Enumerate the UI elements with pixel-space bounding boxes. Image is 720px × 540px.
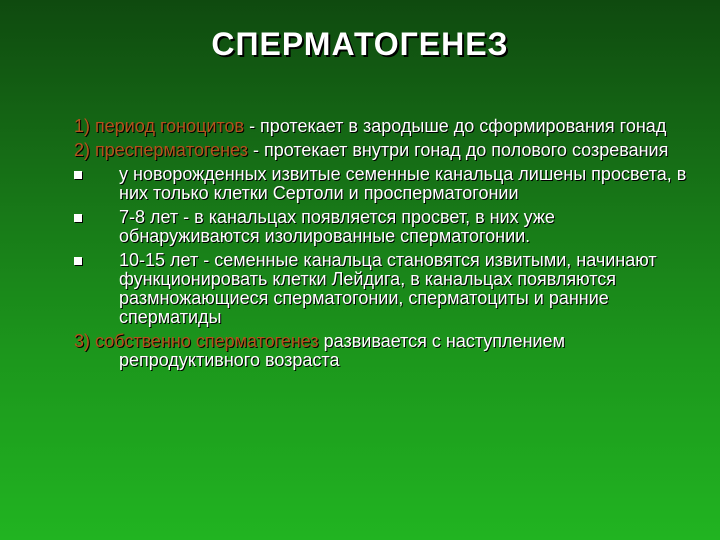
bullet-item [74,208,694,246]
bullet-item [74,251,694,327]
list-item-prespermatogenesis [74,141,694,160]
term-label: 2) преспермaтогенез [74,140,248,160]
term-label: 1) период гоноцитов [74,116,245,136]
term-description: - протекает в зародыше до сформирования гонад [244,116,667,136]
term-label: 3) собственно сперматогенез [74,331,319,351]
square-bullet-icon [74,257,82,265]
term-description: развивается с наступлением репродуктивного возраста [119,331,565,370]
square-bullet-icon [74,171,82,179]
list-item-period-gonocytes [74,117,694,136]
bullet-text: у новорожденных извитые семенные канальца лишены просвета, в них только клетки Сертоли и проспeрматогонии [119,164,687,203]
bullet-item [74,165,694,203]
square-bullet-icon [74,214,82,222]
slide-content [74,117,694,375]
list-item-spermatogenesis-proper [74,332,694,370]
term-description: - протекает внутри гонад до полового созревания [247,140,669,160]
bullet-text: 7-8 лет - в канальцах появляется просвет, в них уже обнаруживаются изолированные сперматогонии. [119,207,555,246]
bullet-text: 10-15 лет - семенные канальца становятся извитыми, начинают функционировать клетки Лейдига, в канальцах появляются размножающиеся сперматогонии, сперматоциты и ранние сперматиды [119,250,657,327]
slide-title: СПЕРМАТОГЕНЕЗ [211,26,509,62]
